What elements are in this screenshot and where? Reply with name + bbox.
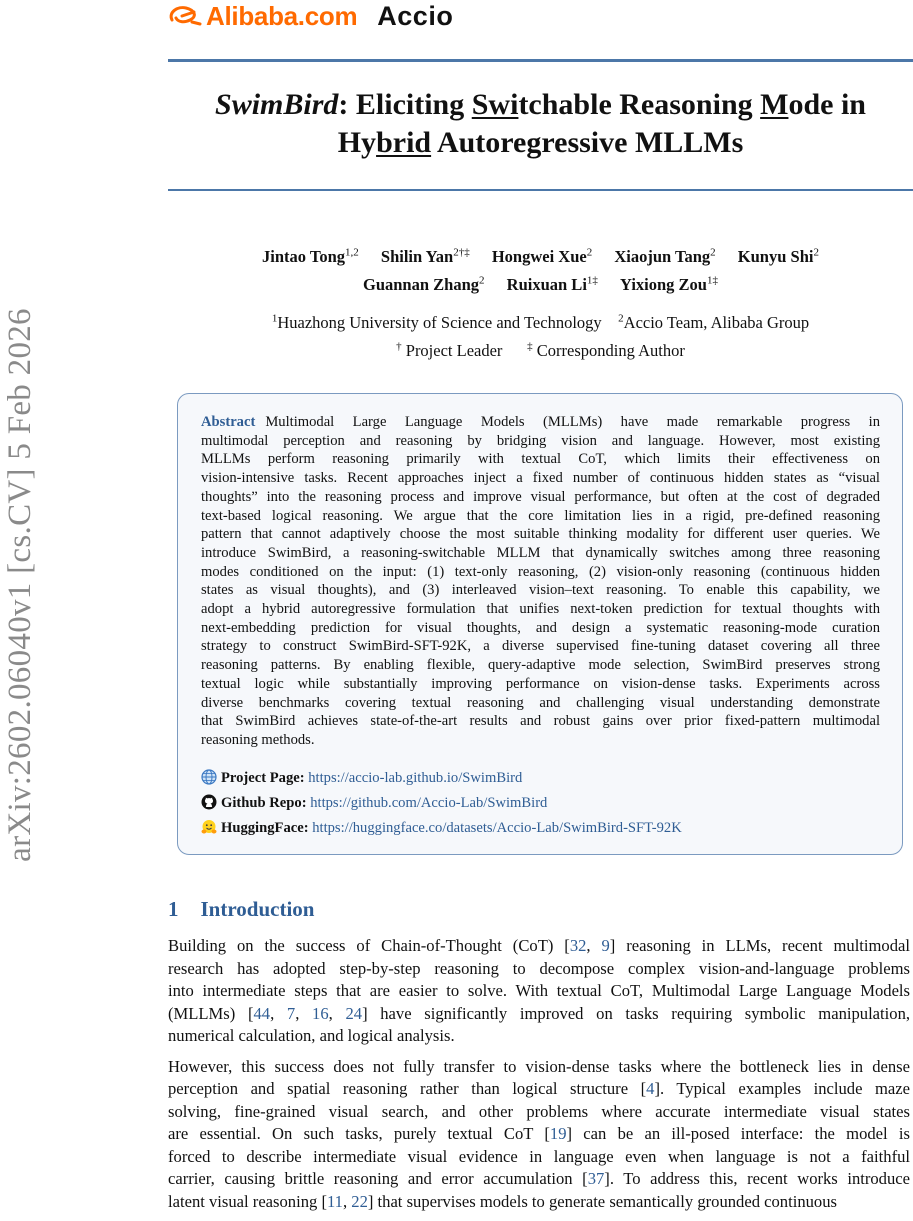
abstract-text bbox=[201, 413, 880, 750]
text-run: , bbox=[586, 936, 602, 955]
abstract-line-text: text-based logical reasoning. We argue that the core limitation lies in a rigid, pre-defined reasoning bbox=[201, 507, 880, 524]
footnote-marker: † Project Leader bbox=[396, 340, 503, 360]
paragraph bbox=[168, 1056, 910, 1214]
abstract-line bbox=[201, 544, 880, 563]
text-line bbox=[168, 1078, 910, 1101]
abstract-line-text: vision-intensive tasks. Recent approaches inject a fixed number of continuous hidden states as “visual bbox=[201, 470, 880, 487]
abstract-line-text: diverse benchmarks covering textual reasoning and challenging visual understanding demonstrate bbox=[201, 694, 880, 711]
abstract-line bbox=[201, 432, 880, 451]
text-run: However, this success does not fully transfer to vision-dense tasks where the bottleneck lies in dense bbox=[168, 1056, 910, 1076]
citation-link[interactable]: 22 bbox=[351, 1191, 368, 1211]
author: Hongwei Xue$^2$ bbox=[491, 246, 593, 266]
citation-link[interactable]: 37 bbox=[587, 1169, 605, 1188]
abstract-line bbox=[201, 450, 880, 469]
abstract-line bbox=[201, 488, 880, 507]
abstract-line bbox=[201, 469, 880, 488]
text-line bbox=[168, 958, 910, 981]
text-run: are essential. On such tasks, purely textual CoT [ bbox=[168, 1124, 550, 1143]
citation-link[interactable]: 4 bbox=[646, 1079, 655, 1098]
citation-link[interactable]: 19 bbox=[549, 1124, 567, 1143]
title-underlined: M bbox=[760, 88, 789, 121]
affiliations bbox=[168, 306, 913, 363]
abstract-line bbox=[201, 619, 880, 638]
affiliation: $^2$Accio Team, Alibaba Group bbox=[618, 312, 810, 332]
abstract-line bbox=[201, 656, 880, 675]
section-number: 1 bbox=[168, 897, 179, 921]
text-run: perception and spatial reasoning rather than logical structure [ bbox=[168, 1079, 647, 1098]
abstract-line-text: textual logic while substantially improving performance on vision-dense tasks. Experiments across bbox=[201, 675, 880, 692]
text-run: forced to describe intermediate visual evidence in language even when language is not a faithful bbox=[168, 1146, 910, 1166]
huggingface-label: HuggingFace: bbox=[221, 820, 309, 836]
github-icon bbox=[201, 794, 217, 810]
huggingface-link-row bbox=[201, 816, 682, 841]
citation-link[interactable]: 7 bbox=[286, 1003, 296, 1023]
text-line bbox=[168, 1056, 910, 1079]
abstract-line-text: multimodal perception and reasoning by bridging vision and language. However, most existing bbox=[201, 432, 880, 449]
text-run: carrier, causing brittle reasoning and error accumulation [ bbox=[168, 1169, 588, 1188]
paper-title bbox=[168, 86, 913, 162]
text-run: ]. To address this, recent works introduce bbox=[604, 1169, 910, 1188]
accio-logo: Accio bbox=[377, 0, 454, 31]
abstract-line-text: reasoning patterns. By enabling flexible, query-adaptive mode selection, SwimBird preserves strong bbox=[201, 657, 880, 674]
citation-link[interactable]: 24 bbox=[345, 1003, 363, 1023]
abstract-line-text: strategy to construct SwimBird-SFT-92K, a diverse supervised fine-tuning dataset covering all three bbox=[201, 638, 880, 655]
introduction-body bbox=[168, 935, 910, 1221]
text-run: ]. Typical examples include maze bbox=[654, 1079, 910, 1098]
abstract-line-text: introduce SwimBird, a reasoning-switchable MLLM that dynamically switches among three reasoning bbox=[201, 544, 880, 561]
text-line bbox=[168, 1101, 910, 1124]
text-run: ] have significantly improved on tasks requiring symbolic manipulation, bbox=[362, 1003, 910, 1023]
text-line bbox=[168, 1168, 910, 1191]
citation-link[interactable]: 32 bbox=[569, 936, 587, 955]
github-url[interactable]: https://github.com/Accio-Lab/SwimBird bbox=[310, 795, 548, 811]
citation-link[interactable]: 44 bbox=[253, 1003, 271, 1023]
author: Ruixuan $Li^{1\ddagger}$ bbox=[506, 274, 598, 294]
text-run: research has adopted step-by-step reasoning to decompose complex vision-and-language problems bbox=[168, 958, 910, 978]
abstract-line bbox=[201, 507, 880, 526]
title-underlined: brid bbox=[376, 126, 432, 159]
text-line bbox=[168, 1191, 910, 1214]
abstract-line-text: Multimodal Large Language Models (MLLMs) have made remarkable progress in bbox=[265, 414, 880, 430]
github-label: Github Repo: bbox=[221, 795, 307, 811]
abstract-line bbox=[201, 563, 880, 582]
alibaba-swirl-icon bbox=[168, 4, 202, 28]
text-run: ] reasoning in LLMs, recent multimodal bbox=[609, 936, 910, 955]
resource-links bbox=[201, 766, 682, 841]
citation-link[interactable]: 9 bbox=[601, 936, 610, 955]
text-run: Building on the success of Chain-of-Thought (CoT) [ bbox=[168, 936, 570, 955]
abstract-line-text: thoughts” into the reasoning process and improve visual performance, but often at the cost of degraded bbox=[201, 488, 880, 505]
text-run: , bbox=[328, 1003, 346, 1023]
text-run: (MLLMs) [ bbox=[168, 1003, 254, 1023]
title-part: Hy bbox=[337, 126, 377, 159]
text-run: , bbox=[295, 1003, 313, 1023]
abstract-line bbox=[201, 413, 880, 432]
title-model-name: SwimBird bbox=[215, 88, 339, 121]
huggingface-icon bbox=[201, 819, 217, 835]
text-line bbox=[168, 1146, 910, 1169]
author: Guannan Zhang$^2$ bbox=[363, 274, 485, 294]
abstract-line bbox=[201, 694, 880, 713]
text-run: numerical calculation, and logical analysis. bbox=[168, 1026, 455, 1045]
title-underlined: Swi bbox=[471, 88, 519, 121]
author: Yixiong Zou$^{1\ddagger}$ bbox=[620, 274, 718, 294]
abstract-line bbox=[201, 731, 880, 750]
project-page-url[interactable]: https://accio-lab.github.io/SwimBird bbox=[308, 770, 523, 786]
top-rule bbox=[168, 59, 913, 62]
text-line bbox=[168, 1025, 910, 1048]
text-line bbox=[168, 980, 910, 1003]
abstract-line bbox=[201, 637, 880, 656]
paragraph bbox=[168, 935, 910, 1048]
abstract-line-text: states as visual thoughts), and (3) interleaved vision–text reasoning. To enable this capability, we bbox=[201, 582, 880, 599]
text-run: ] can be an ill-posed interface: the model is bbox=[566, 1124, 910, 1143]
globe-icon bbox=[201, 769, 217, 785]
text-run: , bbox=[342, 1191, 352, 1211]
author: Shilin Yan$^{2\dagger\ddagger}$ bbox=[380, 246, 470, 266]
abstract-line-text: next-embedding prediction for visual thoughts, and design a systematic reasoning-mode curation bbox=[201, 619, 880, 636]
header-logos bbox=[168, 0, 453, 32]
abstract-label: Abstract bbox=[201, 414, 256, 430]
author: Xiaojun Tang$^2$ bbox=[614, 246, 716, 266]
author: Jintao Tong$^{1,2}$ bbox=[262, 246, 359, 266]
abstract-line-text: MLLMs perform reasoning primarily with textual CoT, which limits their effectiveness on bbox=[201, 451, 880, 468]
title-part: ode in bbox=[788, 88, 866, 121]
arxiv-identifier-stamp: arXiv:2602.06040v1 [cs.CV] 5 Feb 2026 bbox=[2, 308, 38, 862]
text-line bbox=[168, 935, 910, 958]
project-page-label: Project Page: bbox=[221, 770, 305, 786]
title-part: tchable Reasoning bbox=[518, 88, 761, 121]
text-run: latent visual reasoning [ bbox=[168, 1191, 327, 1211]
text-run: ] that supervises models to generate semantically grounded continuous bbox=[367, 1191, 837, 1211]
footnote-marker: ‡ Corresponding Author bbox=[527, 340, 685, 360]
author: Kunyu Shi$^2$ bbox=[737, 246, 819, 266]
abstract-line bbox=[201, 581, 880, 600]
author-list bbox=[168, 240, 913, 297]
huggingface-url[interactable]: https://huggingface.co/datasets/Accio-Lab/SwimBird-SFT-92K bbox=[312, 820, 682, 836]
abstract-line-text: adopt a hybrid autoregressive formulation that unifies next-token prediction for textual thoughts with bbox=[201, 601, 880, 618]
affiliation: $^1$Huazhong University of Science and Technology bbox=[271, 312, 602, 332]
abstract-line bbox=[201, 525, 880, 544]
abstract-line bbox=[201, 675, 880, 694]
text-run: solving, fine-grained visual search, and other problems where accurate intermediate visual states bbox=[168, 1101, 910, 1121]
alibaba-logo bbox=[168, 1, 357, 32]
abstract-line-text: pattern that cannot adaptively choose the most suitable thinking modality for different user queries. We bbox=[201, 526, 880, 543]
text-run: into intermediate steps that are easier to solve. With textual CoT, Multimodal Large Language Models bbox=[168, 981, 910, 1000]
github-link-row bbox=[201, 791, 682, 816]
title-part: Autoregressive MLLMs bbox=[431, 126, 744, 159]
abstract-line bbox=[201, 712, 880, 731]
text-line bbox=[168, 1123, 910, 1146]
title-bottom-rule bbox=[168, 189, 913, 191]
abstract-line-text: modes conditioned on the input: (1) text-only reasoning, (2) vision-only reasoning (continuous hidden bbox=[201, 563, 880, 580]
text-line bbox=[168, 1003, 910, 1026]
section-title: Introduction bbox=[200, 897, 315, 921]
citation-link[interactable]: 16 bbox=[312, 1003, 329, 1023]
citation-link[interactable]: 11 bbox=[326, 1191, 343, 1211]
abstract-line-text: that SwimBird achieves state-of-the-art results and robust gains over prior fixed-pattern multimodal bbox=[201, 713, 880, 730]
alibaba-wordmark: Alibaba.com bbox=[206, 0, 358, 31]
project-page-link-row bbox=[201, 766, 682, 791]
abstract-line bbox=[201, 600, 880, 619]
title-part: : Eliciting bbox=[338, 88, 472, 121]
section-heading bbox=[168, 897, 314, 922]
abstract-line-text: reasoning methods. bbox=[201, 731, 315, 748]
text-run: , bbox=[270, 1003, 287, 1023]
